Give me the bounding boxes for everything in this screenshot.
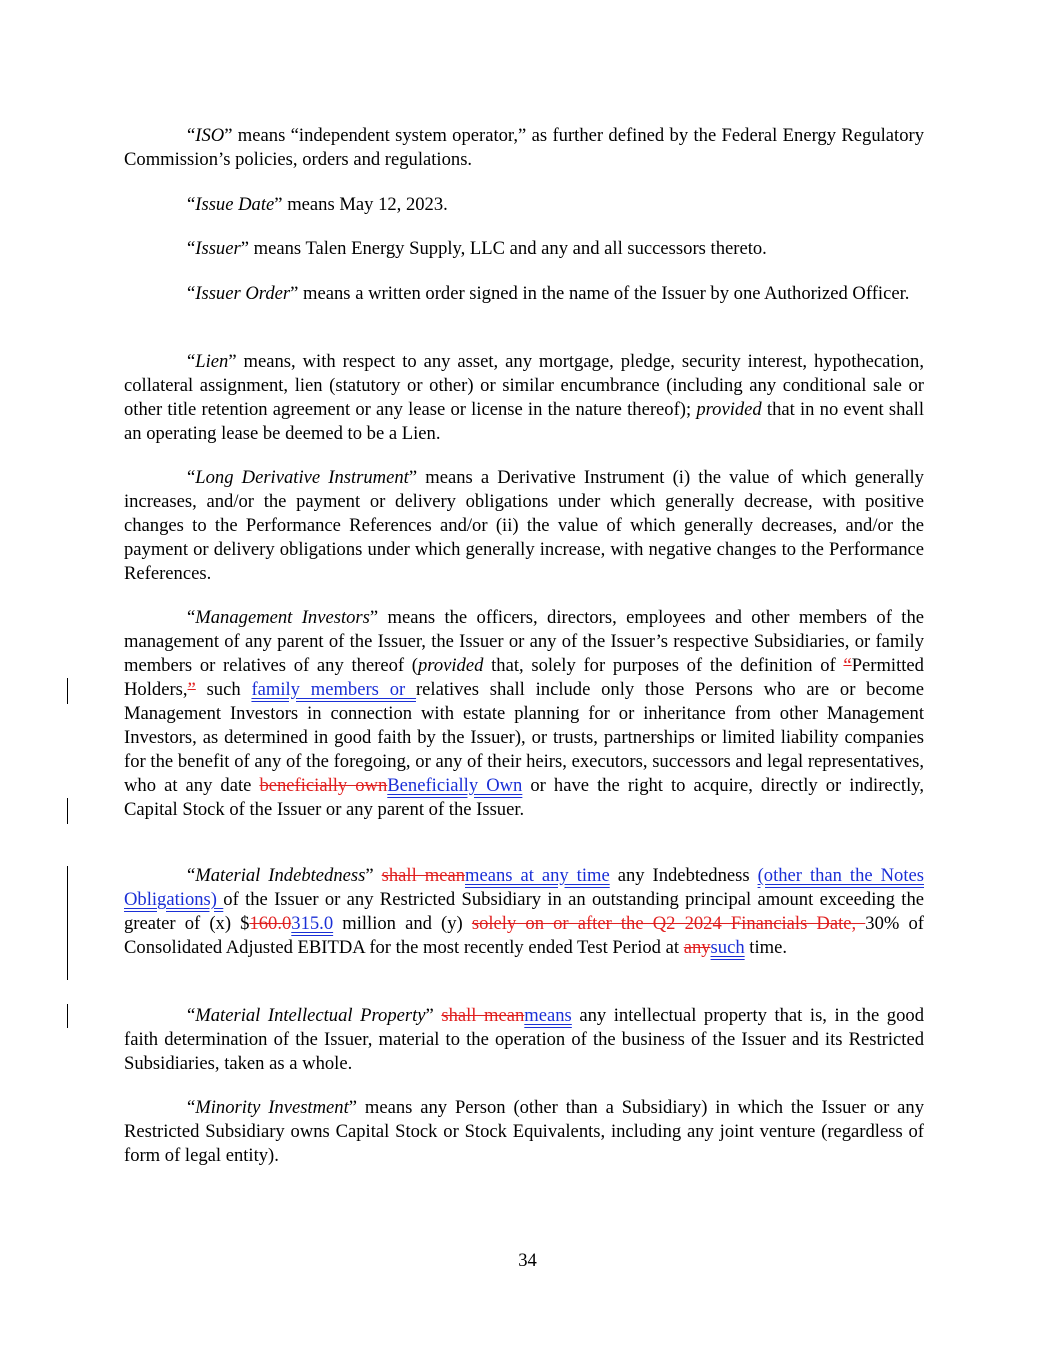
defined-term: ISO — [195, 125, 225, 146]
definition-text: that in no event shall an operating lease be deemed to be a Lien. — [124, 399, 924, 444]
open-quote: “ — [187, 1005, 196, 1026]
definition-issuer-order — [124, 282, 924, 306]
definition-text: that, solely for purposes of the definition of — [483, 655, 844, 676]
close-quote: ” — [274, 194, 283, 215]
inserted-text: 315.0 — [291, 913, 334, 934]
deleted-text: any — [683, 937, 711, 958]
defined-term: Material Intellectual Property — [195, 1005, 426, 1026]
definition-text: any intellectual property that is, in the good faith determination of the Issuer, material to the operation of the business of the Issuer and its Restricted Subsidiaries, taken as a whole. — [124, 1005, 924, 1074]
inserted-text: family members or — [251, 679, 416, 700]
open-quote: “ — [187, 1097, 196, 1118]
change-bar — [67, 678, 68, 704]
open-quote: “ — [187, 238, 196, 259]
deleted-text: solely on or after the Q2 2024 Financials Date, — [471, 913, 866, 934]
inserted-text: such — [710, 937, 745, 958]
deleted-text: shall mean — [381, 865, 465, 886]
change-bar — [67, 866, 68, 980]
definition-iso — [124, 124, 924, 172]
close-quote: ” — [365, 865, 374, 886]
defined-term: Issue Date — [195, 194, 275, 215]
change-bar — [67, 1004, 68, 1028]
defined-term: Management Investors — [195, 607, 370, 628]
inserted-text: means — [524, 1005, 572, 1026]
definition-text: means, with respect to any asset, any mortgage, pledge, security interest, hypothecation, collateral assignment, lien (statutory or other) or similar encumbrance (including any conditional sale or other title retention agreement or any lease or license in the nature thereof); — [124, 351, 924, 420]
definition-text: means Talen Energy Supply, LLC and any and all successors thereto. — [248, 238, 767, 259]
defined-term: Issuer Order — [195, 283, 291, 304]
definition-text: 30% of Consolidated Adjusted EBITDA for the most recently ended Test Period at — [124, 913, 924, 958]
defined-term: Long Derivative Instrument — [195, 467, 409, 488]
open-quote: “ — [187, 607, 196, 628]
close-quote: ” — [408, 467, 418, 488]
open-quote: “ — [187, 283, 196, 304]
proviso-word: provided — [696, 399, 762, 420]
page-number: 34 — [518, 1250, 537, 1271]
definition-text: means “independent system operator,” as further defined by the Federal Energy Regulatory Commission’s policies, orders and regulations. — [124, 125, 924, 170]
definition-long-derivative-instrument — [124, 466, 924, 586]
deleted-text: ” — [187, 679, 196, 700]
open-quote: “ — [187, 467, 196, 488]
close-quote: ” — [224, 125, 233, 146]
close-quote: ” — [240, 238, 249, 259]
definition-text: means a written order signed in the name of the Issuer by one Authorized Officer. — [298, 283, 910, 304]
defined-term: Issuer — [195, 238, 241, 259]
definition-text — [374, 865, 382, 886]
definition-text: means a Derivative Instrument (i) the value of which generally increases, and/or the payment or delivery obligations under which generally decrease, with positive changes to the Performance References and/or (ii) the value of which generally decreases, and/or the payment or delivery obligations under which generally increase, with negative changes to the Performance References. — [124, 467, 924, 584]
definition-text: Permitted Holders, — [124, 655, 924, 700]
definition-text: means any Person (other than a Subsidiary) in which the Issuer or any Restricted Subsidiary owns Capital Stock or Stock Equivalents, including any joint venture (regardless of form of legal entity). — [124, 1097, 924, 1166]
defined-term: Minority Investment — [195, 1097, 349, 1118]
inserted-text: (other than the Notes Obligations) — [124, 865, 924, 910]
deleted-text: shall mean — [441, 1005, 525, 1026]
open-quote: “ — [187, 194, 196, 215]
definition-text: means the officers, directors, employees and other members of the management of any parent of the Issuer, the Issuer or any of the Issuer’s respective Subsidiaries, or family members or relatives of any thereof ( — [124, 607, 925, 676]
open-quote: “ — [187, 351, 196, 372]
definition-text: relatives shall include only those Persons who are or become Management Investors in connection with estate planning for or inheritance from other Management Investors, as determined in good faith by the Issuer), or trusts, partnerships or limited liability companies for the benefit of any of the foregoing, or any of their heirs, executors, successors and legal representatives, who at any date — [124, 679, 924, 796]
definition-text: million and (y) — [333, 913, 472, 934]
definition-text: or have the right to acquire, directly or indirectly, Capital Stock of the Issuer or any parent of the Issuer. — [124, 775, 924, 820]
definition-text: time. — [744, 937, 787, 958]
inserted-text: Beneficially Own — [387, 775, 523, 796]
close-quote: ” — [369, 607, 379, 628]
defined-term: Lien — [195, 351, 229, 372]
definition-issuer — [124, 237, 924, 261]
definition-issue-date — [124, 193, 924, 217]
close-quote: ” — [228, 351, 237, 372]
deleted-text: “ — [843, 655, 852, 676]
proviso-word: provided — [418, 655, 484, 676]
definition-lien — [124, 350, 924, 446]
definition-management-investors — [124, 606, 924, 822]
definition-text: such — [195, 679, 252, 700]
definition-text: of the Issuer or any Restricted Subsidiary in an outstanding principal amount exceeding the greater of (x) $ — [124, 889, 924, 934]
close-quote: ” — [290, 283, 299, 304]
definition-minority-investment — [124, 1096, 924, 1168]
defined-term: Material Indebtedness — [195, 865, 366, 886]
inserted-text: means at any time — [465, 865, 610, 886]
definition-material-intellectual-property — [124, 1004, 924, 1076]
definition-material-indebtedness — [124, 864, 924, 960]
change-bar — [67, 798, 68, 824]
deleted-text: beneficially own — [259, 775, 388, 796]
definition-text: means May 12, 2023. — [282, 194, 448, 215]
open-quote: “ — [187, 125, 196, 146]
open-quote: “ — [187, 865, 196, 886]
close-quote: ” — [348, 1097, 358, 1118]
deleted-text: 160.0 — [249, 913, 292, 934]
close-quote: ” — [425, 1005, 434, 1026]
definition-text: any Indebtedness — [609, 865, 758, 886]
